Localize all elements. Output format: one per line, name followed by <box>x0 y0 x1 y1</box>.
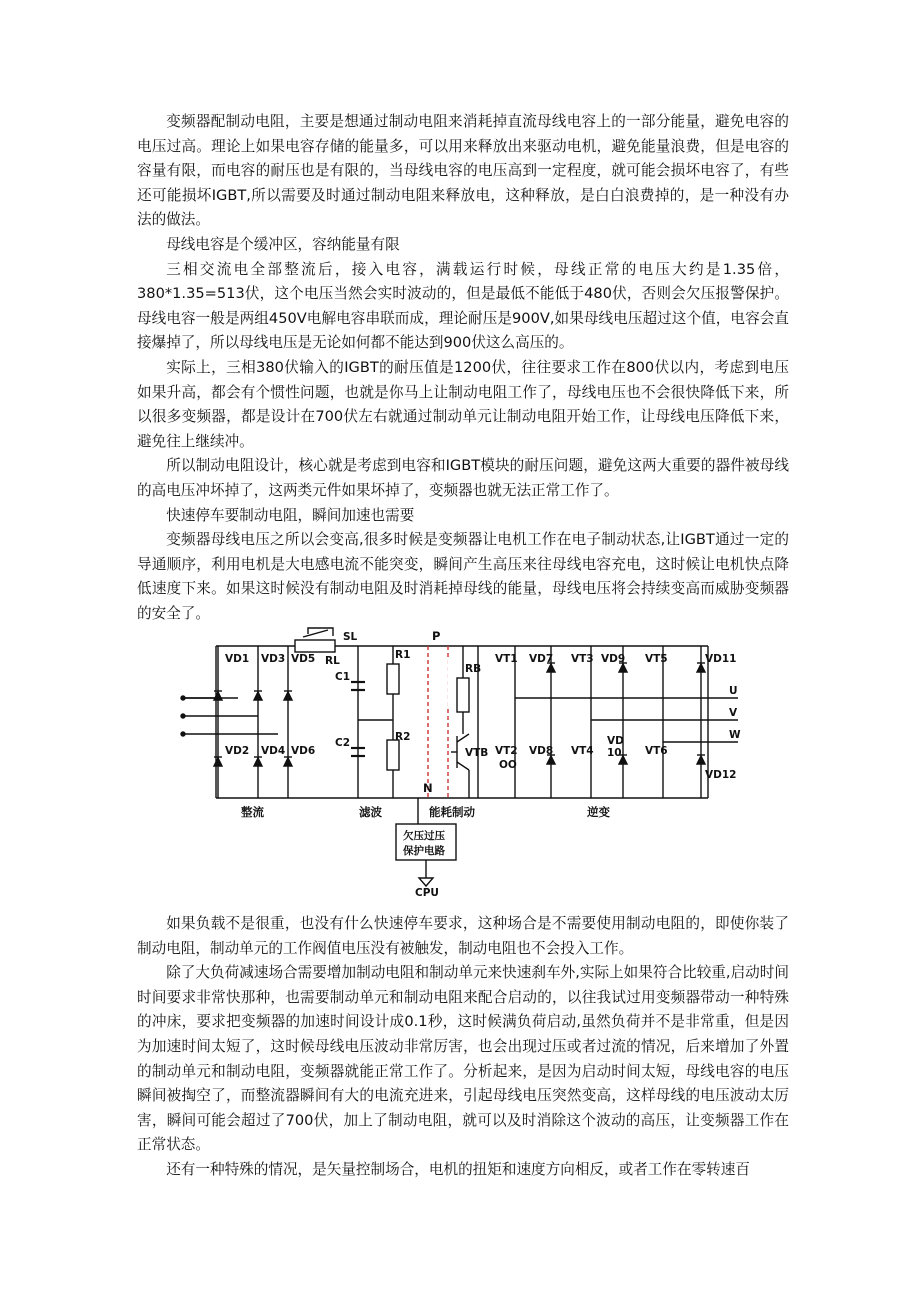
label-c2: C2 <box>335 737 351 749</box>
label-vd10-a: VD <box>607 735 624 747</box>
label-n: N <box>423 781 433 795</box>
label-vd9: VD9 <box>601 653 626 665</box>
relay-sl-rl <box>295 628 335 652</box>
label-oo: OO <box>499 759 517 771</box>
paragraph: 变频器配制动电阻，主要是想通过制动电阻来消耗掉直流母线电容上的一部分能量，避免电容的电压过高。理论上如果电容存储的能量多，可以用来释放出来驱动电机，避免能量浪费，但是电容的容量有限，而电容的耐压也是有限的，当母线电容的电压高到一定程度，就可能会损坏电容了，有些还可能损坏IGBT,所以需要及时通过制动电阻来释放电，这种释放，是白白浪费掉的，是一种没有办法的做法。 <box>137 113 789 229</box>
label-cpu: CPU <box>415 887 439 899</box>
label-section-inverter: 逆变 <box>587 805 610 819</box>
label-vd6: VD6 <box>291 745 316 757</box>
paragraph: 除了大负荷减速场合需要增加制动电阻和制动单元来快速刹车外,实际上如果符合比较重,启动时间时间要求非常快那种，也需要制动单元和制动电阻来配合启动的，以往我试过用变频器带动一种特殊的冲床，要求把变频器的加速时间设计成0.1秒，这时候满负荷启动,虽然负荷并不是非常重，但是因为加速时间太短了，这时候母线电压波动非常厉害，也会出现过压或者过流的情况，后来增加了外置的制动单元和制动电阻，变频器就能正常工作了。分析起来，是因为启动时间太短，母线电容的电压瞬间被掏空了，而整流器瞬间有大的电流充进来，引起母线电压突然变高，这样母线的电压波动太厉害，瞬间可能会超过了700伏，加上了制动电阻，就可以及时消除这个波动的高压，让变频器工作在正常状态。 <box>137 964 789 1154</box>
label-sl: SL <box>343 631 358 643</box>
label-vt4: VT4 <box>571 745 594 757</box>
filter-stage <box>351 646 399 798</box>
label-w: W <box>729 729 741 741</box>
label-vd4: VD4 <box>261 745 286 757</box>
label-vt6: VT6 <box>645 745 668 757</box>
label-protection-1: 欠压过压 <box>403 830 445 842</box>
paragraph: 如果负载不是很重，也没有什么快速停车要求，这种场合是不需要使用制动电阻的，即使你装了制动电阻，制动单元的工作阀值电压没有被触发，制动电阻也不会投入工作。 <box>137 915 789 957</box>
label-p: P <box>432 629 441 643</box>
label-vtb: VTB <box>465 747 489 759</box>
label-vd12: VD12 <box>705 769 737 781</box>
text-block-top <box>137 110 789 626</box>
label-vd2: VD2 <box>225 745 250 757</box>
text-block-bottom <box>137 912 789 1183</box>
label-vd3: VD3 <box>261 653 286 665</box>
label-section-filter: 滤波 <box>359 805 382 819</box>
label-protection-2: 保护电路 <box>403 845 445 857</box>
rectifier-bridge <box>183 646 292 798</box>
paragraph: 实际上，三相380伏输入的IGBT的耐压值是1200伏，往往要求工作在800伏以内，考虑到电压如果升高，都会有个惯性问题，也就是你马上让制动电阻工作了，母线电压也不会很快降低下来，所以很多变频器，都是设计在700伏左右就通过制动单元让制动电阻开始工作，让母线电压降低下来，避免往上继续冲。 <box>137 358 789 450</box>
label-vd7: VD7 <box>529 653 554 665</box>
label-section-rectifier: 整流 <box>241 805 264 819</box>
label-vt3: VT3 <box>571 653 594 665</box>
label-vt5: VT5 <box>645 653 668 665</box>
label-vt2: VT2 <box>495 745 518 757</box>
label-section-brake: 能耗制动 <box>429 805 475 819</box>
section-heading: 快速停车要制动电阻，瞬间加速也需要 <box>166 506 415 524</box>
paragraph: 三相交流电全部整流后，接入电容，满载运行时候，母线正常的电压大约是1.35倍，380*1.35=513伏，这个电压当然会实时波动的，但是最低不能低于480伏，否则会欠压报警保护。母线电容一般是两组450V电解电容串联而成，理论耐压是900V,如果母线电压超过这个值，电容会直接爆掉了，所以母线电压是无论如何都不能达到900伏这么高压的。 <box>137 260 789 352</box>
label-v: V <box>729 707 738 719</box>
label-r2: R2 <box>395 731 411 743</box>
inverter-circuit-diagram <box>183 628 741 899</box>
label-vd8: VD8 <box>529 745 554 757</box>
label-vd10-b: 10 <box>607 747 622 759</box>
label-rb: RB <box>465 663 482 675</box>
label-u: U <box>729 685 738 697</box>
paragraph: 变频器母线电压之所以会变高,很多时候是变频器让电机工作在电子制动状态,让IGBT通过一定的导通顺序，利用电机是大电感电流不能突变，瞬间产生高压来往母线电容充电，这时候让电机快点降低速度下来。如果这时候没有制动电阻及时消耗掉母线的能量，母线电压将会持续变高而威胁变频器的安全了。 <box>137 531 789 622</box>
section-heading: 母线电容是个缓冲区，容纳能量有限 <box>166 235 400 253</box>
label-vd11: VD11 <box>705 653 737 665</box>
paragraph: 还有一种特殊的情况，是矢量控制场合，电机的扭矩和速度方向相反，或者工作在零转速百 <box>166 1160 750 1178</box>
label-r1: R1 <box>395 649 411 661</box>
label-c1: C1 <box>335 671 351 683</box>
ac-input-lines <box>181 696 278 736</box>
paragraph: 所以制动电阻设计，核心就是考虑到电容和IGBT模块的耐压问题，避免这两大重要的器件被母线的高电压冲坏掉了，这两类元件如果坏掉了，变频器也就无法正常工作了。 <box>137 457 789 499</box>
label-vd1: VD1 <box>225 653 250 665</box>
label-vd5: VD5 <box>291 653 316 665</box>
label-rl: RL <box>325 655 340 667</box>
label-vt1: VT1 <box>495 653 518 665</box>
